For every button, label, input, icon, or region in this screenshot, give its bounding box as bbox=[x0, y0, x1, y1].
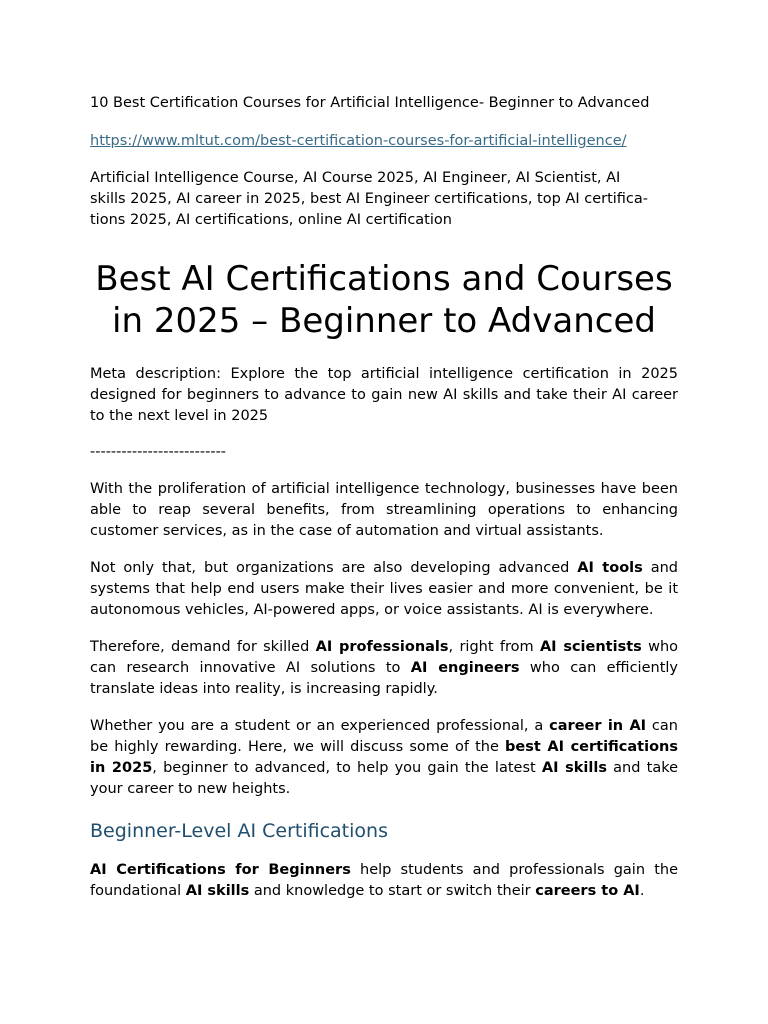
text-run: and take your career to new heights. bbox=[90, 760, 679, 797]
bold-career-in-ai: career in AI bbox=[549, 718, 647, 734]
paragraph-beginner-certs bbox=[90, 860, 678, 902]
bold-best-ai-certifications: best AI certifications in 2025 bbox=[90, 739, 678, 776]
paragraph-intro: With the proliferation of artificial intelligence technology, businesses have been able to reap several benefits, from streamlining operations to enhancing customer services, as in the case of automation and virtual assistants. bbox=[90, 481, 678, 539]
bold-ai-scientists: AI scientists bbox=[539, 639, 642, 655]
bold-ai-tools: AI tools bbox=[577, 560, 643, 576]
section-heading-beginner: Beginner-Level AI Certifications bbox=[90, 820, 388, 842]
text-run: Not only that, but organizations are also developing advanced bbox=[90, 560, 578, 576]
source-url-link[interactable]: https://www.mltut.com/best-certification-courses-for-artificial-intelligence/ bbox=[90, 133, 627, 149]
bold-ai-professionals: AI professionals bbox=[315, 639, 449, 655]
text-run: . bbox=[639, 883, 645, 899]
keywords-line-2: skills 2025, AI career in 2025, best AI Engineer certifications, top AI certifica- bbox=[90, 191, 649, 207]
text-run: Therefore, demand for skilled bbox=[90, 639, 316, 655]
bold-ai-certifications-for-beginners: AI Certifications for Beginners bbox=[90, 862, 351, 878]
main-heading bbox=[84, 258, 684, 342]
text-run: can be highly rewarding. Here, we will discuss some of the bbox=[90, 718, 678, 755]
text-run: and systems that help end users make their lives easier and more convenient, be it autonomous vehicles, AI-powered apps, or voice assistants. AI is everywhere. bbox=[90, 560, 678, 618]
bold-ai-skills: AI skills bbox=[541, 760, 607, 776]
text-run: and knowledge to start or switch their bbox=[249, 883, 536, 899]
meta-description: Meta description: Explore the top artificial intelligence certification in 2025 designed for beginners to advance to gain new AI skills and take their AI career to the next level in 2025 bbox=[90, 366, 678, 424]
keywords-line-3: tions 2025, AI certifications, online AI certification bbox=[90, 212, 452, 228]
keywords-line-1: Artificial Intelligence Course, AI Course 2025, AI Engineer, AI Scientist, AI bbox=[90, 170, 621, 186]
bold-ai-engineers: AI engineers bbox=[410, 660, 520, 676]
bold-ai-skills: AI skills bbox=[185, 883, 250, 899]
main-heading-line-1: Best AI Certifications and Courses bbox=[95, 259, 673, 299]
text-run: help students and professionals gain the foundational bbox=[90, 862, 678, 899]
text-run: who can research innovative AI solutions to bbox=[90, 639, 679, 676]
paragraph-career bbox=[90, 716, 678, 800]
paragraph-demand bbox=[90, 637, 678, 700]
text-run: who can efficiently translate ideas into reality, is increasing rapidly. bbox=[90, 660, 678, 697]
text-run: , right from bbox=[448, 639, 540, 655]
document-title-line: 10 Best Certification Courses for Artificial Intelligence- Beginner to Advanced bbox=[90, 95, 650, 111]
separator-line: -------------------------- bbox=[90, 444, 227, 460]
text-run: , beginner to advanced, to help you gain the latest bbox=[152, 760, 542, 776]
main-heading-line-2: in 2025 – Beginner to Advanced bbox=[112, 301, 656, 341]
text-run: Whether you are a student or an experienced professional, a bbox=[90, 718, 550, 734]
keywords-block bbox=[90, 168, 678, 231]
paragraph-ai-tools bbox=[90, 558, 678, 621]
bold-careers-to-ai: careers to AI bbox=[535, 883, 640, 899]
